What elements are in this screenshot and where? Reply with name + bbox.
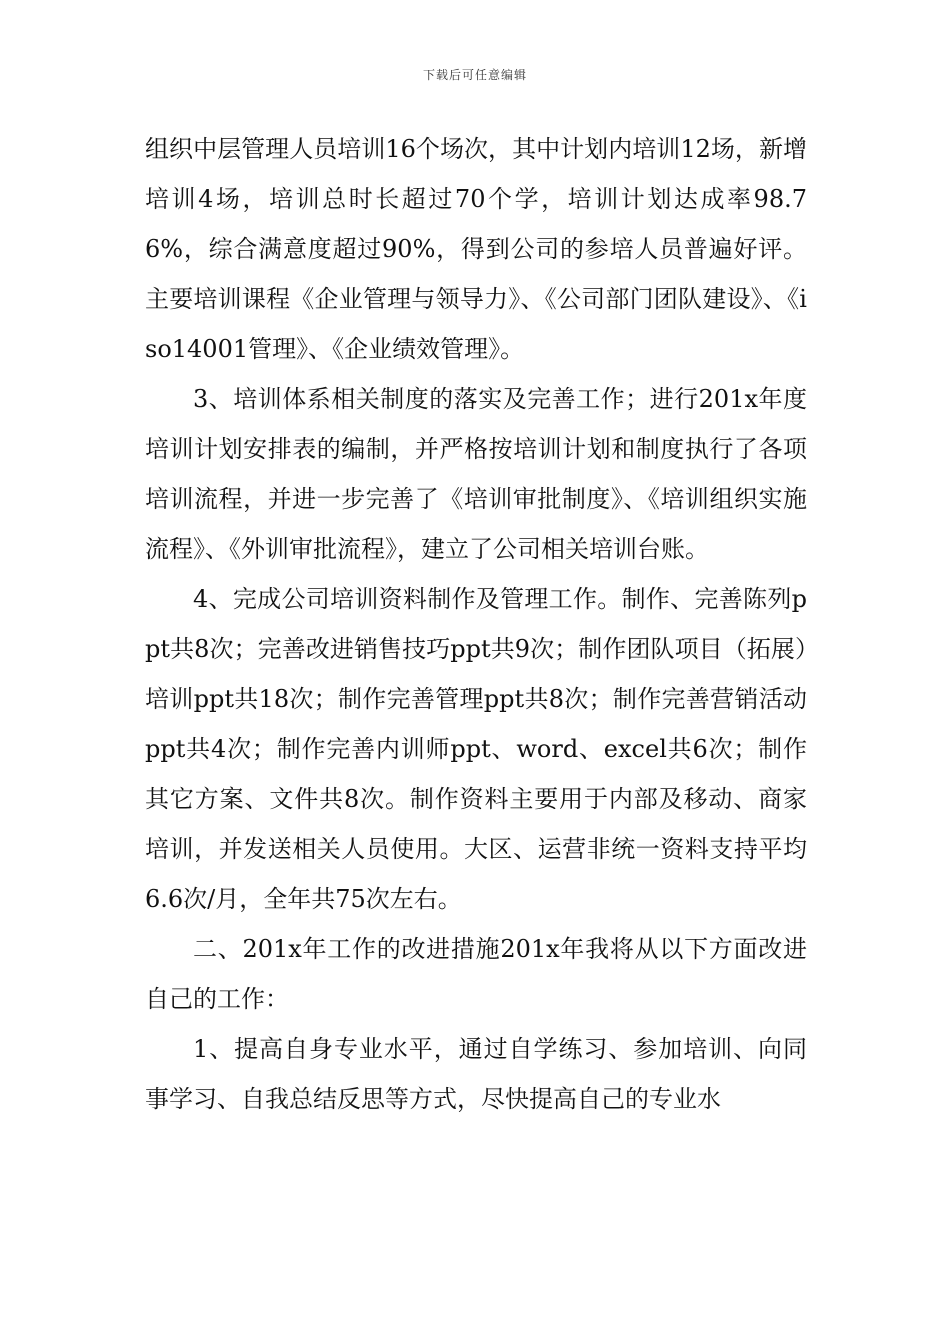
paragraph-improvement-1: 1、提高自身专业水平，通过自学练习、参加培训、向同事学习、自我总结反思等方式，尽快提高自己的专业水 xyxy=(145,1035,807,1113)
document-body xyxy=(145,124,807,1124)
paragraph-item-4: 4、完成公司培训资料制作及管理工作。制作、完善陈列ppt共8次；完善改进销售技巧ppt共9次；制作团队项目（拓展）培训ppt共18次；制作完善管理ppt共8次；制作完善营销活动ppt共4次；制作完善内训师ppt、word、excel共6次；制作其它方案、文件共8次。制作资料主要用于内部及移动、商家培训，并发送相关人员使用。大区、运营非统一资料支持平均6.6次/月，全年共75次左右。 xyxy=(145,585,807,913)
header-note: 下载后可任意编辑 xyxy=(422,68,527,82)
paragraph-section-2-heading: 二、201x年工作的改进措施201x年我将从以下方面改进自己的工作： xyxy=(145,935,807,1013)
paragraph-training-summary: 组织中层管理人员培训16个场次，其中计划内培训12场，新增培训4场，培训总时长超过70个学，培训计划达成率98.76%，综合满意度超过90%，得到公司的参培人员普遍好评。主要培训课程《企业管理与领导力》、《公司部门团队建设》、《iso14001管理》、《企业绩效管理》。 xyxy=(145,135,807,363)
paragraph-item-3: 3、培训体系相关制度的落实及完善工作；进行201x年度培训计划安排表的编制，并严格按培训计划和制度执行了各项培训流程，并进一步完善了《培训审批制度》、《培训组织实施流程》、《外训审批流程》，建立了公司相关培训台账。 xyxy=(145,385,807,563)
